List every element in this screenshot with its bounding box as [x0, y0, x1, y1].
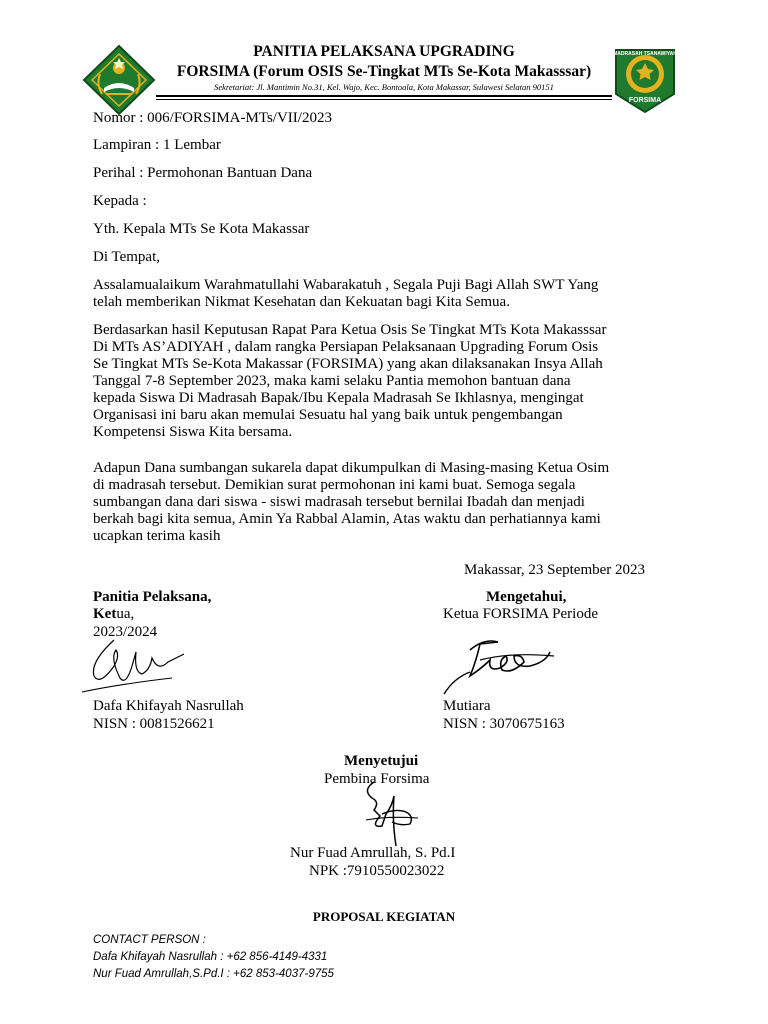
place-and-date: Makassar, 23 September 2023: [464, 562, 646, 578]
letter-place: Di Tempat,: [93, 249, 160, 265]
right-signer-role: Ketua FORSIMA Periode: [443, 606, 598, 622]
contact-line-1: Dafa Khifayah Nasrullah : +62 856-4149-4331: [93, 951, 328, 963]
right-signer-heading: Mengetahui,: [486, 589, 567, 605]
header-title-line1: PANITIA PELAKSANA UPGRADING: [253, 43, 515, 60]
left-signer-role-rest: ua,: [116, 606, 135, 622]
right-logo-label: FORSIMA: [628, 97, 662, 104]
right-signature-icon: [440, 632, 570, 702]
center-signer-name: Nur Fuad Amrullah, S. Pd.I: [290, 845, 456, 861]
letter-recipient: Yth. Kepala MTs Se Kota Makassar: [93, 221, 310, 237]
header-rule-thick: [156, 95, 612, 97]
paragraph-line: Adapun Dana sumbangan sukarela dapat dikumpulkan di Masing-masing Ketua Osim: [93, 460, 610, 476]
left-logo: [82, 44, 156, 116]
paragraph-line: Tanggal 7-8 September 2023, maka kami selaku Pantia memohon bantuan dana: [93, 373, 571, 389]
paragraph-line: berkah bagi kita semua, Amin Ya Rabbal Alamin, Atas waktu dan perhatiannya kami: [93, 511, 601, 527]
paragraph-body: [93, 322, 683, 441]
right-signer-id: NISN : 3070675163: [443, 716, 565, 732]
right-signer-name: Mutiara: [443, 698, 491, 714]
paragraph-line: Di MTs AS’ADIYAH , dalam rangka Persiapan Pelaksanaan Upgrading Forum Osis: [93, 339, 599, 355]
header-address: Sekretariat: Jl. Mantimin No.31, Kel. Wajo, Kec. Bontoala, Kota Makassar, Sulawesi Selatan 90151: [214, 82, 554, 92]
paragraph-line: Kompetensi Siswa Kita bersama.: [93, 424, 293, 440]
letter-number: Nomor : 006/FORSIMA-MTs/VII/2023: [93, 110, 332, 126]
left-signer-heading: Panitia Pelaksana,: [93, 589, 212, 605]
left-signature-icon: [80, 632, 190, 698]
left-signer-id: NISN : 0081526621: [93, 716, 215, 732]
paragraph-line: di madrasah tersebut. Demikian surat permohonan ini kami buat. Semoga segala: [93, 477, 576, 493]
header-title-line2: FORSIMA (Forum OSIS Se-Tingkat MTs Se-Kota Makasssar): [176, 63, 592, 80]
proposal-title: PROPOSAL KEGIATAN: [312, 909, 456, 924]
left-signer-role: [93, 606, 134, 623]
paragraph-line: Se Tingkat MTs Se-Kota Makassar (FORSIMA) yang akan dilaksanakan Insya Allah: [93, 356, 603, 372]
header-rule-thin: [156, 99, 612, 100]
paragraph-line: Berdasarkan hasil Keputusan Rapat Para Ketua Osis Se Tingkat MTs Kota Makasssar: [93, 322, 607, 338]
paragraph-line: Organisasi ini baru akan memulai Sesuatu hal yang baik untuk pengembangan: [93, 407, 563, 423]
left-signer-period: 2023/2024: [93, 624, 158, 640]
paragraph-closing: [93, 460, 683, 545]
center-signer-role: Pembina Forsima: [324, 771, 430, 787]
letter-attachment: Lampiran : 1 Lembar: [93, 137, 221, 153]
letter-to: Kepada :: [93, 193, 147, 209]
center-signer-heading: Menyetujui: [344, 753, 419, 769]
letter-subject: Perihal : Permohonan Bantuan Dana: [93, 165, 313, 181]
ministry-emblem-icon: [82, 44, 156, 116]
paragraph-line: kepada Siswa Di Madrasah Bapak/Ibu Kepala Madrasah Se Ikhlasnya, mengingat: [93, 390, 584, 406]
right-logo-ring-text: MADRASAH TSANAWIYAH: [613, 51, 677, 57]
right-logo: [608, 42, 682, 114]
left-signer-name: Dafa Khifayah Nasrullah: [93, 698, 244, 714]
paragraph-line: Assalamualaikum Warahmatullahi Wabarakatuh , Segala Puji Bagi Allah SWT Yang: [93, 277, 599, 293]
contact-heading: CONTACT PERSON :: [93, 934, 206, 946]
paragraph-line: ucapkan terima kasih: [93, 528, 221, 544]
paragraph-line: telah memberikan Nikmat Kesehatan dan Kekuatan bagi Kita Semua.: [93, 294, 510, 310]
center-signer-id: NPK :7910550023022: [309, 863, 445, 879]
contact-line-2: Nur Fuad Amrullah,S.Pd.I : +62 853-4037-9755: [93, 968, 334, 980]
paragraph-line: sumbangan dana dari siswa - siswi madrasah tersebut bernilai Ibadah dan menjadi: [93, 494, 585, 510]
left-signer-role-bold: Ket: [93, 606, 117, 622]
paragraph-greeting: [93, 277, 683, 311]
